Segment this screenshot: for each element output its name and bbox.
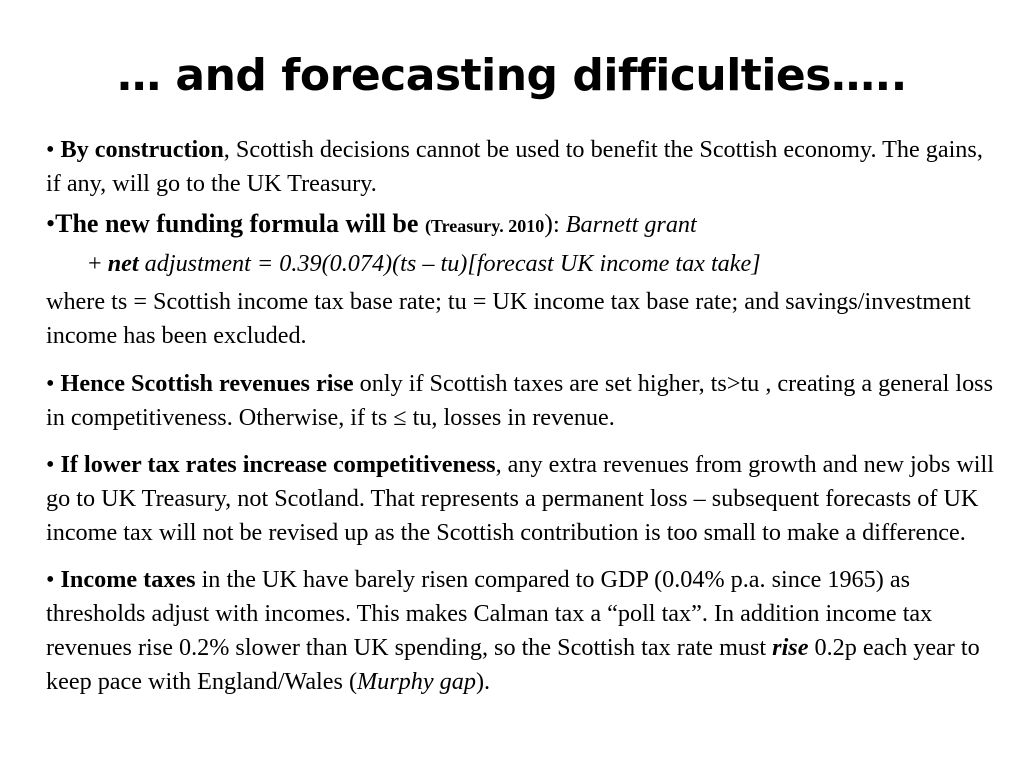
plus-sign: + xyxy=(88,250,108,277)
formula-definitions: where ts = Scottish income tax base rate; tu = UK income tax base rate; and savings/investment income has been excluded. xyxy=(46,288,971,349)
formula-net: net xyxy=(107,250,139,277)
bullet-income-taxes xyxy=(46,563,996,699)
slide-body xyxy=(46,133,996,699)
bullet-lead: If lower tax rates increase competitiveness xyxy=(60,451,496,478)
colon: : xyxy=(552,211,566,238)
bullet-marker: • xyxy=(46,566,61,593)
bullet-lead: Hence Scottish revenues rise xyxy=(60,370,354,397)
formula-line xyxy=(46,247,996,281)
formula-barnett: Barnett grant xyxy=(565,211,697,238)
bullet-end: ). xyxy=(475,668,491,695)
emphasis-rise: rise xyxy=(772,634,809,661)
bullet-marker: • xyxy=(46,451,61,478)
citation: (Treasury. 2010 xyxy=(424,216,545,236)
bullet-text: only if Scottish taxes are set higher, ts>tu , creating a general loss in competitiveness. Otherwise, if ts ≤ tu, losses in revenue. xyxy=(46,370,993,431)
bullet-text: in the UK have barely risen compared to GDP (0.04% p.a. since 1965) as thresholds adjust with incomes. This makes Calman tax a “poll tax”. In addition income tax revenues rise 0.2% slower than UK spending, so the Scottish tax rate must xyxy=(46,566,933,661)
bullet-text-cont: 0.2p each year to keep pace with England/Wales ( xyxy=(46,634,980,695)
bullet-text: , Scottish decisions cannot be used to benefit the Scottish economy. The gains, if any, will go to the UK Treasury. xyxy=(46,136,983,197)
bullet-lead: By construction xyxy=(60,136,224,163)
citation-close: ) xyxy=(544,209,553,238)
formula-expression: adjustment = 0.39(0.074)(ts – tu)[forecast UK income tax take] xyxy=(138,250,761,277)
bullet-lead: The new funding formula will be xyxy=(55,209,425,238)
bullet-lower-tax-rates xyxy=(46,448,996,550)
bullet-marker: • xyxy=(46,370,61,397)
bullet-marker: • xyxy=(46,209,56,238)
bullet-by-construction xyxy=(46,133,996,201)
bullet-lead: Income taxes xyxy=(60,566,196,593)
bullet-funding-formula xyxy=(46,207,996,243)
murphy-gap: Murphy gap xyxy=(357,668,476,695)
slide-title: … and forecasting difficulties….. xyxy=(117,50,907,101)
bullet-scottish-revenues xyxy=(46,367,996,435)
bullet-text: , any extra revenues from growth and new jobs will go to UK Treasury, not Scotland. That represents a permanent loss – subsequent forecasts of UK income tax will not be revised up as the Scottish contribution is too small to make a difference. xyxy=(46,451,994,546)
bullet-marker: • xyxy=(46,136,61,163)
